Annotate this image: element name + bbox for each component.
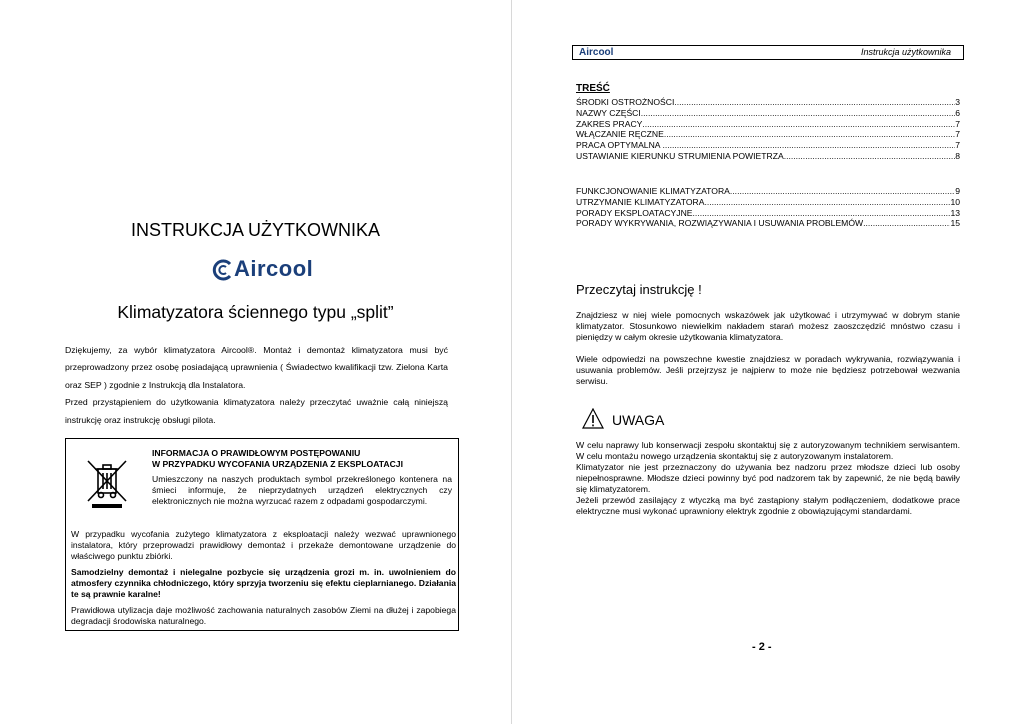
toc-page: 8 [955, 150, 960, 161]
toc-label: PORADY EKSPLOATACYJNE [576, 207, 693, 218]
toc-page: 9 [955, 186, 960, 196]
toc-entry[interactable] [576, 208, 960, 219]
toc-label: NAZWY CZĘŚCI [576, 107, 641, 118]
toc-label: PRACA OPTYMALNA . [576, 140, 665, 151]
logo-text: Aircool [234, 256, 314, 281]
toc-entry[interactable] [576, 218, 960, 229]
toc-group-1 [576, 97, 960, 162]
subtitle: Klimatyzatora ściennego typu „split” [117, 302, 394, 322]
info-paragraph-1: W przypadku wycofania zużytego klimatyzatora z eksploatacji należy wezwać uprawnionego instalatora, który przeprowadzi prawidłowy demontaż i przekaże demontowane urządzenie do właściwego punktu zbiórki. [71, 529, 456, 561]
warning-triangle-icon [582, 408, 604, 430]
crossed-out-bin-icon [84, 457, 130, 509]
toc-label: ŚRODKI OSTROŻNOŚCI [576, 97, 675, 107]
intro-paragraph-2: Przed przystąpieniem do użytkowania klimatyzatora należy przeczytać uważnie całą niniejszą instrukcję oraz instrukcję obsługi pilota. [65, 397, 448, 425]
toc-label: ZAKRES PRACY [576, 118, 643, 129]
intro-paragraph-1: Dziękujemy, za wybór klimatyzatora Aircool®. Montaż i demontaż klimatyzatora musi być przeprowadzony przez osobę posiadającą uprawnienia ( Świadectwo kwalifikacji tzw. Zielona Karta oraz SEP ) zgodnie z Instrukcją dla Instalatora. [65, 345, 448, 390]
warning-paragraph-2: Klimatyzator nie jest przeznaczony do używania bez nadzoru przez młodsze dzieci lub osoby niepełnosprawne. Młodsze dzieci powinny być pod nadzorem tak by zapewnić, że nie będą bawiły się klimatyzatorem. [576, 462, 960, 494]
symbol-explanation: Umieszczony na naszych produktach symbol przekreślonego kontenera na śmieci informuje, że nieprzydatnych urządzeń elektrycznych czy elektronicznych nie można wyrzucać razem z odpadami gospodarczymi. [152, 474, 452, 506]
toc-entry[interactable] [576, 197, 960, 208]
warning-body [576, 440, 960, 517]
toc-entry[interactable] [576, 186, 960, 197]
toc-entry[interactable] [576, 108, 960, 119]
warning-label: UWAGA [612, 412, 665, 428]
toc-label: PORADY WYKRYWANIA, ROZWIĄZYWANIA I USUWANIA PROBLEMÓW [576, 218, 864, 229]
toc-entry[interactable] [576, 97, 960, 108]
aircool-swirl-icon [210, 258, 234, 282]
toc-group-2 [576, 186, 960, 229]
header-title: Instrukcja użytkownika [860, 47, 951, 57]
toc-page: 10 [950, 196, 960, 207]
toc-page: 13 [950, 207, 960, 218]
toc-page: 7 [955, 129, 960, 140]
page-header [572, 45, 964, 60]
info-heading-line-1: INFORMACJA O PRAWIDŁOWYM POSTĘPOWANIU [152, 448, 361, 458]
page-number: - 2 - [752, 641, 772, 653]
toc-entry[interactable] [576, 119, 960, 130]
toc-label: USTAWIANIE KIERUNKU STRUMIENIA POWIETRZA [576, 150, 784, 161]
toc-entry[interactable] [576, 129, 960, 140]
read-instructions-title: Przeczytaj instrukcję ! [576, 282, 702, 297]
info-heading-line-2: W PRZYPADKU WYCOFANIA URZĄDZENIA Z EKSPLOATACJI [152, 459, 403, 469]
aircool-logo [210, 256, 314, 282]
toc-label: FUNKCJONOWANIE KLIMATYZATORA [576, 186, 730, 196]
info-paragraph-3: Prawidłowa utylizacja daje możliwość zachowania naturalnych zasobów Ziemi na dłużej i zapobiega degradacji środowiska naturalnego. [71, 605, 456, 626]
read-paragraph-1: Znajdziesz w niej wiele pomocnych wskazówek jak użytkować i utrzymywać w dobrym stanie klimatyzator. Stosunkowo niewielkim nakładem starań możesz zaoszczędzić mnóstwo czasu i pieniędzy w całym okresie użytkowania klimatyzatora. [576, 310, 960, 342]
toc-entry[interactable] [576, 140, 960, 151]
toc-page: 15 [950, 218, 960, 229]
toc-page: 7 [955, 140, 960, 151]
disposal-info-box [65, 438, 459, 631]
toc-label: WŁĄCZANIE RĘCZNE [576, 129, 664, 140]
toc-entry[interactable] [576, 151, 960, 162]
read-paragraph-2: Wiele odpowiedzi na powszechne kwestie znajdziesz w poradach wykrywania, rozwiązywania i usuwania problemów. Jeśli przejrzysz je najpierw to może nie będziesz potrzebował wezwania serwisu. [576, 354, 960, 386]
main-title: INSTRUKCJA UŻYTKOWNIKA [130, 220, 381, 240]
warning-paragraph-1: W celu naprawy lub konserwacji zespołu skontaktuj się z autoryzowanym technikiem serwisantem. W celu montażu nowego urządzenia skontaktuj się z autoryzowanym instalatorem. [576, 440, 960, 461]
info-paragraph-2: Samodzielny demontaż i nielegalne pozbycie się urządzenia grozi m. in. uwolnieniem do atmosfery czynnika chłodniczego, który sprzyja tworzeniu się efektu cieplarnianego. Działania te są prawnie karalne! [71, 567, 456, 599]
toc-label: UTRZYMANIE KLIMATYZATORA [576, 196, 705, 207]
toc-title: TREŚĆ [576, 83, 610, 94]
warning-paragraph-3: Jeżeli przewód zasilający z wtyczką ma być zastąpiony stałym podłączeniem, dodatkowe prace elektryczne musi wykonać uprawniony elektryk zgodnie z obowiązującymi standardami. [576, 495, 960, 516]
header-logo: Aircool [579, 47, 614, 58]
toc-page: 6 [955, 107, 960, 118]
right-page [512, 0, 1024, 724]
info-heading [152, 448, 452, 470]
intro-text [65, 342, 448, 429]
toc-page: 7 [955, 118, 960, 129]
toc-page: 3 [955, 97, 960, 107]
